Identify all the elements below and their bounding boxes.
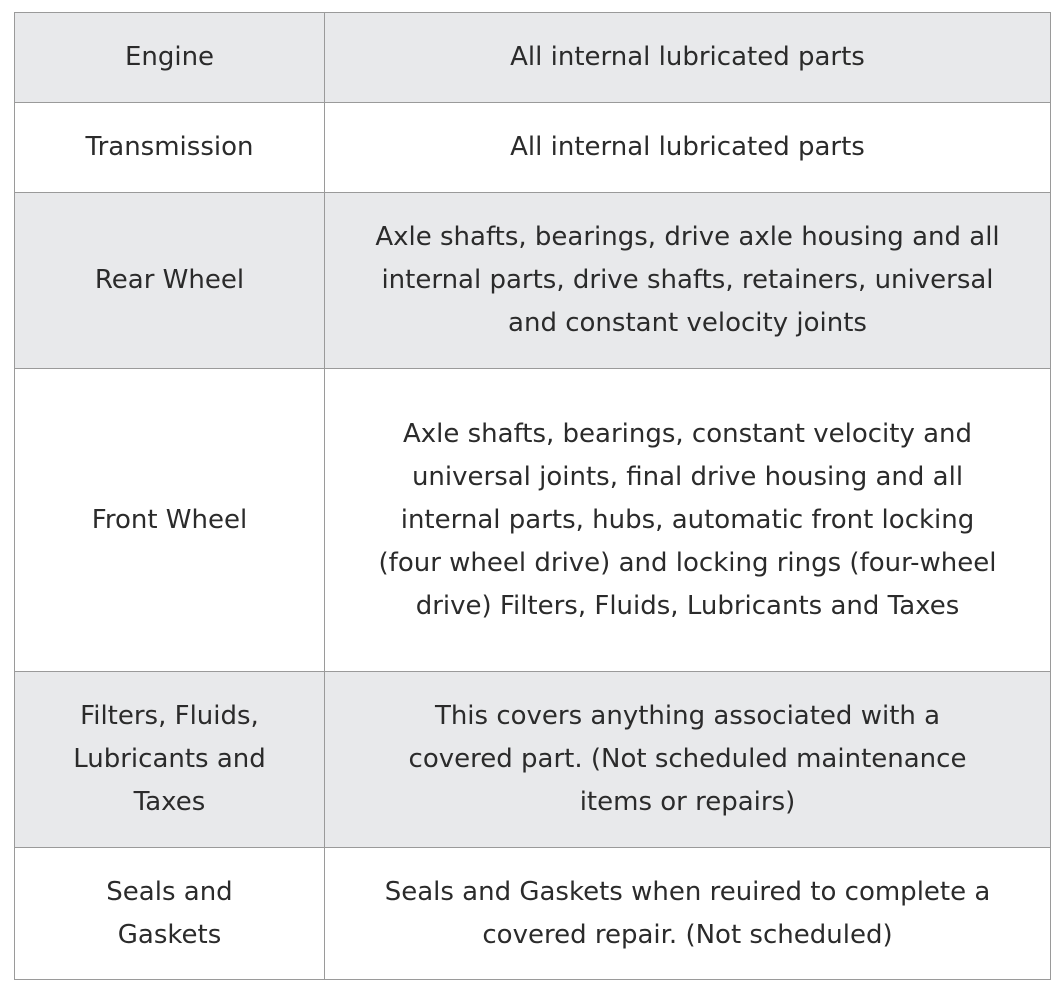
table-row [15,193,1051,369]
part-cell: Front Wheel [15,369,325,672]
coverage-cell: Axle shafts, bearings, drive axle housing and all internal parts, drive shafts, retainers, universal and constant velocity joints [325,193,1051,369]
part-cell: Filters, Fluids, Lubricants and Taxes [15,672,325,848]
table-row [15,369,1051,672]
coverage-cell: Seals and Gaskets when reuired to complete a covered repair. (Not scheduled) [325,848,1051,980]
coverage-cell: All internal lubricated parts [325,13,1051,103]
part-cell: Engine [15,13,325,103]
coverage-cell: This covers anything associated with a covered part. (Not scheduled maintenance items or repairs) [325,672,1051,848]
part-cell: Seals and Gaskets [15,848,325,980]
coverage-table [14,12,1051,980]
part-cell: Rear Wheel [15,193,325,369]
table-row [15,13,1051,103]
coverage-table-container [14,12,1050,980]
part-cell: Transmission [15,103,325,193]
table-row [15,103,1051,193]
table-row [15,848,1051,980]
table-row [15,672,1051,848]
coverage-cell: All internal lubricated parts [325,103,1051,193]
coverage-cell: Axle shafts, bearings, constant velocity and universal joints, final drive housing and all internal parts, hubs, automatic front locking (four wheel drive) and locking rings (four-wheel drive) Filters, Fluids, Lubricants and Taxes [325,369,1051,672]
